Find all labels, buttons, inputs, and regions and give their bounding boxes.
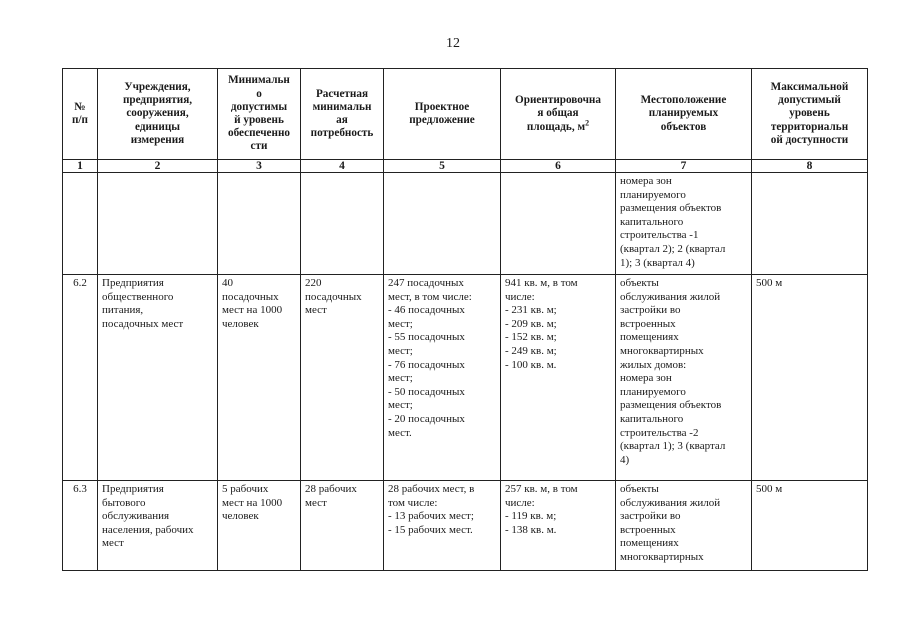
cell-text-line: допустимый (778, 94, 841, 107)
location-cell (616, 275, 752, 481)
area-cell (501, 173, 616, 275)
cell-text-line: (квартал 1); 3 (квартал (620, 440, 726, 453)
cell-text-line: встроенных (620, 523, 676, 536)
cell-text-line: размещения объектов (620, 202, 722, 215)
cell-text-line: планируемых (648, 107, 719, 120)
cell-text-line: числе: (505, 290, 535, 303)
cell-text-line: й уровень (234, 114, 284, 126)
min-level-cell (218, 275, 301, 481)
cell-text-line: планируемого (620, 188, 686, 201)
cell-text-line: территориальн (770, 120, 849, 133)
row-number-cell (63, 173, 98, 275)
cell-text-line: Проектное (414, 100, 470, 113)
cell-text-line: размещения объектов (620, 399, 722, 412)
cell-text-line: обслуживания жилой (620, 290, 721, 303)
cell-text-line: 500 м (756, 483, 783, 495)
column-number: 2 (98, 160, 218, 173)
cell-text-line: - 119 кв. м; (505, 510, 557, 523)
cell-text-line: планируемого (620, 385, 686, 398)
cell-text-line: мест (102, 537, 124, 550)
cell-text-line: мест (305, 496, 327, 509)
cell-text-line: бытового (102, 496, 146, 509)
institution-cell (98, 275, 218, 481)
cell-text-line: - 76 посадочных (388, 358, 465, 371)
min-level-cell (218, 173, 301, 275)
cell-text-line: застройки во (620, 510, 681, 523)
cell-text-line: Минимальн (228, 74, 290, 87)
cell-text-line: - 15 рабочих мест. (388, 523, 473, 536)
proposal-cell (384, 173, 501, 275)
table-row-6-3 (63, 481, 868, 571)
cell-text-line: - 100 кв. м. (505, 358, 557, 371)
cell-text-line: застройки во (620, 304, 681, 317)
cell-text-line: номера зон (620, 372, 672, 385)
cell-text-line: том числе: (388, 496, 438, 509)
cell-text-line: (квартал 2); 2 (квартал (620, 242, 726, 255)
cell-text-line: - 13 рабочих мест; (388, 510, 474, 523)
cell-text-line: мест (305, 304, 327, 317)
cell-text-line: обеспеченно (227, 127, 290, 140)
header-area-text (504, 94, 612, 134)
page-number: 12 (446, 36, 460, 51)
table-row-continuation (63, 173, 868, 275)
column-number: 3 (218, 160, 301, 173)
cell-text-line: предприятия, (122, 94, 193, 107)
cell-text-line: мест; (388, 372, 413, 385)
row-number-cell: 6.3 (63, 481, 98, 571)
cell-text-line: № (74, 100, 86, 113)
need-cell (301, 275, 384, 481)
cell-text-line: Учреждения, (124, 80, 191, 93)
cell-text-line: 220 (305, 277, 322, 289)
need-cell (301, 173, 384, 275)
column-number: 6 (501, 160, 616, 173)
cell-text-line: 28 рабочих (305, 483, 357, 495)
column-number: 1 (63, 160, 98, 173)
header-cell-proposal (384, 69, 501, 160)
cell-text-line: посадочных мест (102, 317, 184, 330)
cell-text-line: - 138 кв. м. (505, 523, 557, 536)
column-number: 8 (752, 160, 868, 173)
cell-text-line: площадь, $м^2$ (526, 117, 590, 133)
cell-text-line: мест; (388, 399, 413, 412)
area-cell (501, 275, 616, 481)
institution-cell (98, 481, 218, 571)
superscript-exponent: 2 (585, 117, 590, 127)
cell-text-line: - 50 посадочных (388, 385, 465, 398)
cell-text-line: уровень (789, 107, 830, 120)
cell-text-line: мест. (388, 426, 412, 439)
cell-text-line: Максимальной (770, 80, 849, 93)
cell-text-line: числе: (505, 496, 535, 509)
cell-text-line: единицы (135, 120, 180, 133)
cell-text-line: - 249 кв. м; (505, 344, 557, 357)
cell-text-line: потребность (310, 127, 374, 140)
cell-text-line: - 55 посадочных (388, 331, 465, 344)
cell-text-line: мест на 1000 (222, 496, 283, 509)
header-cell-number (63, 69, 98, 160)
need-cell (301, 481, 384, 571)
cell-text-line: жилых домов: (620, 358, 687, 371)
cell-text-line: многоквартирных (620, 550, 704, 563)
proposal-cell (384, 275, 501, 481)
cell-text-line: человек (222, 510, 259, 523)
cell-text-line: 28 рабочих мест, в (388, 483, 475, 495)
cell-text-line: посадочных (222, 290, 279, 303)
cell-text-line: Местоположение (640, 94, 727, 107)
cell-text-line: человек (222, 317, 259, 330)
row-number-cell: 6.2 (63, 275, 98, 481)
header-cell-access (752, 69, 868, 160)
cell-text-line: я общая (537, 107, 579, 120)
cell-text-line: многоквартирных (620, 344, 704, 357)
cell-text-line: п/п (71, 114, 88, 126)
cell-text-line: 40 (222, 277, 233, 289)
cell-text-line: Предприятия (102, 277, 164, 289)
header-cell-institution (98, 69, 218, 160)
access-cell (752, 481, 868, 571)
cell-text-line: 4) (620, 453, 630, 466)
area-cell (501, 481, 616, 571)
cell-text-line: мест на 1000 (222, 304, 283, 317)
cell-text-line: питания, (102, 304, 144, 317)
cell-text-line: 5 рабочих (222, 483, 269, 495)
location-cell (616, 173, 752, 275)
cell-text-line: мест, в том числе: (388, 290, 472, 303)
cell-text-line: объекты (620, 277, 659, 289)
cell-text-line: Предприятия (102, 483, 164, 495)
cell-text-line: сти (250, 140, 268, 153)
cell-text-line: минимальн (312, 100, 372, 113)
cell-text-line: предложение (409, 114, 475, 126)
cell-text-line: измерения (130, 133, 185, 146)
access-cell (752, 275, 868, 481)
cell-text-line: 500 м (756, 277, 783, 289)
cell-text-line: объекты (620, 483, 659, 495)
access-cell (752, 173, 868, 275)
header-cell-location (616, 69, 752, 160)
cell-text-line: общественного (102, 290, 174, 303)
location-cell (616, 481, 752, 571)
cell-text-line: 247 посадочных (388, 277, 464, 289)
cell-text-line: Расчетная (315, 87, 369, 100)
column-number: 4 (301, 160, 384, 173)
column-number: 5 (384, 160, 501, 173)
cell-text-line: капитального (620, 215, 684, 228)
min-level-cell (218, 481, 301, 571)
cell-text-line: сооружения, (126, 107, 189, 120)
cell-text-line: 941 кв. м, в том (505, 277, 578, 289)
cell-text-line: 1); 3 (квартал 4) (620, 256, 695, 269)
cell-text-line: обслуживания жилой (620, 496, 721, 509)
cell-text-line: 257 кв. м, в том (505, 483, 578, 495)
cell-text-line: встроенных (620, 317, 676, 330)
cell-text-line: строительства -2 (620, 426, 699, 439)
cell-text-line: - 152 кв. м; (505, 331, 557, 344)
planning-table (62, 68, 868, 571)
column-number: 7 (616, 160, 752, 173)
table-row-6-2 (63, 275, 868, 481)
table-header-row (63, 69, 868, 160)
cell-text-line: помещениях (620, 537, 679, 550)
cell-text-line: ая (336, 114, 348, 126)
cell-text-line: капитального (620, 412, 684, 425)
cell-text-line: населения, рабочих (102, 523, 194, 536)
cell-text-line: объектов (660, 120, 707, 133)
cell-text-line: мест; (388, 317, 413, 330)
cell-text-line: - 20 посадочных (388, 412, 465, 425)
cell-text-line: - 209 кв. м; (505, 317, 557, 330)
cell-text-line: мест; (388, 344, 413, 357)
institution-cell (98, 173, 218, 275)
header-cell-area (501, 69, 616, 160)
cell-text-line: ой доступности (770, 133, 849, 146)
header-cell-need (301, 69, 384, 160)
cell-text-line: помещениях (620, 331, 679, 344)
cell-text-line: строительства -1 (620, 229, 699, 242)
cell-text-line: Ориентировочна (515, 94, 601, 107)
proposal-cell (384, 481, 501, 571)
cell-text-line: о (256, 87, 262, 100)
cell-text-line: обслуживания (102, 510, 170, 523)
cell-text-line: допустимы (230, 100, 288, 113)
column-number-row (63, 160, 868, 173)
cell-text-line: - 46 посадочных (388, 304, 465, 317)
cell-text-line: - 231 кв. м; (505, 304, 557, 317)
cell-text-line: номера зон (620, 175, 672, 187)
cell-text-line: посадочных (305, 290, 362, 303)
header-cell-min-level (218, 69, 301, 160)
